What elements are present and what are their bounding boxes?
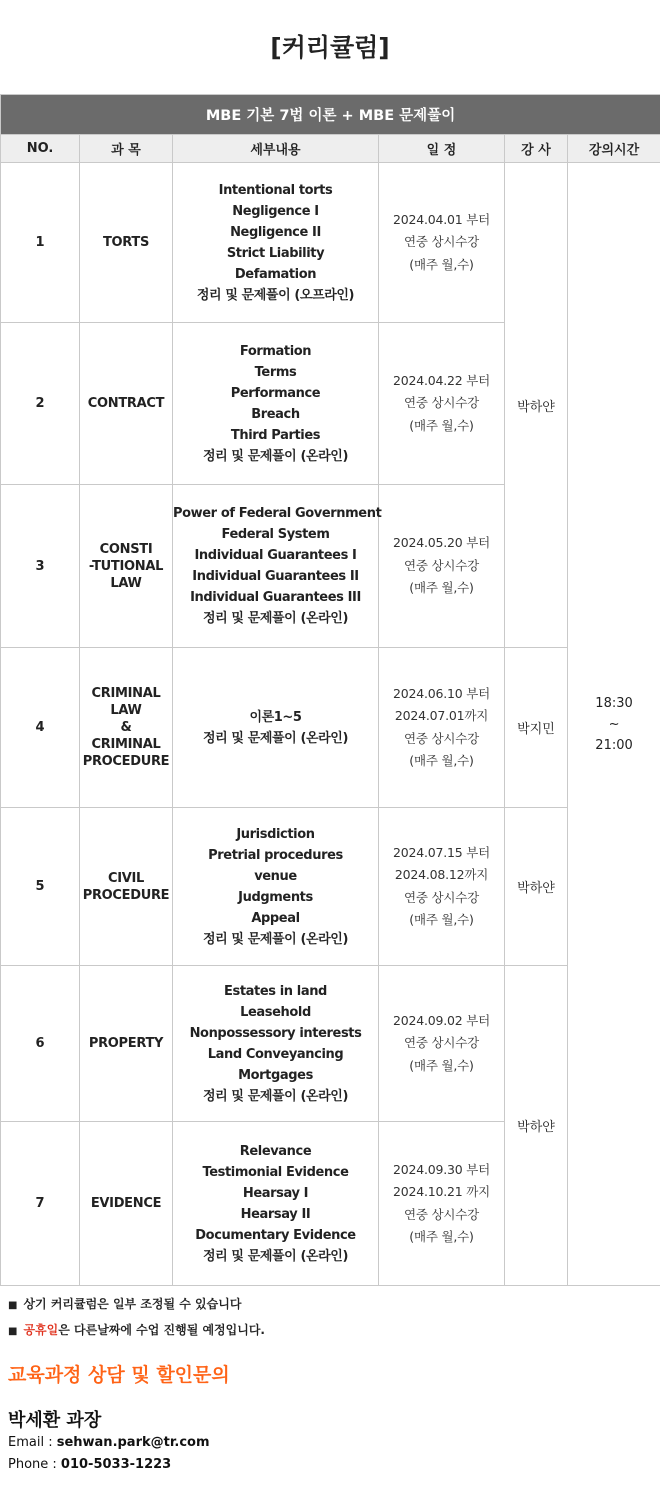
cell-line: 연중 상시수강 — [403, 1206, 480, 1222]
cell-line: (매주 월,수) — [409, 1057, 474, 1073]
holiday-highlight: 공휴일 — [23, 1323, 59, 1337]
curriculum-table — [0, 94, 660, 1286]
cell-line: (매주 월,수) — [409, 1229, 474, 1244]
table-row — [1, 163, 660, 323]
cell-line: 2024.09.30 부터 — [392, 1161, 491, 1177]
cell-line: (매주 월,수) — [409, 256, 474, 272]
row-number: 3 — [1, 485, 80, 648]
class-time-separator: ~ — [608, 716, 620, 732]
cell-line: (매주 월,수) — [409, 753, 474, 768]
cell-line: Individual Guarantees I — [194, 548, 357, 563]
cell-line: CRIMINAL — [91, 686, 161, 701]
row-number: 7 — [1, 1122, 80, 1286]
cell-line: Formation — [239, 343, 312, 359]
cell-line: 정리 및 문제풀이 (온라인) — [202, 1088, 349, 1104]
cell-line: Judgments — [238, 889, 313, 905]
schedule-cell — [379, 1122, 505, 1286]
cell-line: Nonpossessory interests — [189, 1025, 362, 1041]
schedule-cell — [379, 966, 505, 1122]
page-title: [커리큘럼] — [270, 33, 390, 62]
cell-line: Negligence I — [232, 203, 319, 219]
cell-line: LAW — [110, 703, 142, 718]
cell-line: 연중 상시수강 — [403, 557, 480, 573]
cell-line: Relevance — [239, 1143, 312, 1159]
detail-cell — [173, 163, 379, 323]
subject-cell — [80, 485, 173, 648]
schedule-cell — [379, 808, 505, 966]
course-band-title: MBE 기본 7법 이론 + MBE 문제풀이 — [1, 95, 660, 135]
header-detail: 세부내용 — [173, 135, 379, 163]
cell-line: Individual Guarantees II — [192, 569, 359, 584]
row-number: 1 — [1, 163, 80, 323]
header-time: 강의시간 — [568, 135, 660, 163]
cell-line: Individual Guarantees III — [190, 590, 361, 605]
contact-phone — [8, 1454, 660, 1476]
instructor-cell: 박하얀 — [505, 966, 568, 1286]
cell-line: Testimonial Evidence — [202, 1164, 349, 1180]
cell-line: 연중 상시수강 — [403, 395, 480, 411]
header-subject: 과 목 — [80, 135, 173, 163]
cell-line: Documentary Evidence — [195, 1227, 356, 1243]
cell-line: Hearsay I — [242, 1185, 309, 1201]
row-number: 4 — [1, 648, 80, 808]
cell-line: 2024.04.22 부터 — [392, 372, 491, 388]
detail-cell — [173, 323, 379, 485]
cell-line: 2024.07.01까지 — [394, 708, 489, 723]
detail-cell — [173, 485, 382, 648]
note-adjustment — [8, 1294, 660, 1320]
phone-label: Phone : — [8, 1457, 61, 1472]
cell-line: 2024.07.15 부터 — [392, 844, 491, 860]
note-text: 은 다른날짜에 수업 진행될 예정입니다. — [58, 1323, 265, 1337]
header-instructor: 강 사 — [505, 135, 568, 163]
cell-line: Federal System — [221, 527, 330, 542]
cell-line: 정리 및 문제풀이 (온라인) — [202, 448, 349, 464]
cell-line: 연중 상시수강 — [403, 730, 480, 746]
row-number: 6 — [1, 966, 80, 1122]
cell-line: PROPERTY — [88, 1036, 164, 1051]
cell-line: PROCEDURE — [82, 887, 170, 903]
class-time-cell — [568, 163, 660, 1286]
cell-line: PROCEDURE — [82, 754, 170, 769]
cell-line: 이론1~5 — [249, 709, 302, 725]
cell-line: CRIMINAL — [91, 737, 161, 752]
cell-line: Estates in land — [224, 983, 327, 999]
cell-line: CONTRACT — [87, 396, 165, 411]
cell-line: Mortgages — [238, 1067, 313, 1083]
instructor-cell: 박하얀 — [505, 808, 568, 966]
cell-line: EVIDENCE — [90, 1196, 162, 1211]
cell-line: Third Parties — [230, 427, 321, 443]
cell-line: 2024.05.20 부터 — [392, 535, 491, 551]
detail-cell — [173, 808, 379, 966]
contact-email — [8, 1432, 660, 1454]
schedule-cell — [379, 163, 505, 323]
table-row — [1, 966, 660, 1122]
cell-line: Power of Federal Government — [173, 506, 382, 521]
subject-cell — [80, 163, 173, 323]
cell-line: 정리 및 문제풀이 (온라인) — [202, 931, 349, 947]
cell-line: (매주 월,수) — [409, 580, 474, 596]
table-row — [1, 808, 660, 966]
cell-line: TORTS — [102, 235, 150, 250]
cell-line: Pretrial procedures — [208, 847, 343, 863]
cell-line: 2024.08.12까지 — [394, 867, 489, 882]
cell-line: 연중 상시수강 — [403, 1035, 480, 1051]
bullet-square-icon: ■ — [8, 1326, 18, 1337]
note-holiday — [8, 1320, 660, 1346]
subject-cell — [80, 808, 173, 966]
cell-line: Breach — [251, 406, 300, 422]
subject-cell — [80, 648, 173, 808]
cell-line: 연중 상시수강 — [403, 889, 480, 905]
cell-line: 2024.09.02 부터 — [392, 1012, 491, 1028]
cell-line: Leasehold — [240, 1004, 311, 1020]
row-number: 5 — [1, 808, 80, 966]
contact-title: 교육과정 상담 및 할인문의 — [8, 1364, 230, 1386]
cell-line: 정리 및 문제풀이 (온라인) — [202, 611, 349, 626]
row-number: 2 — [1, 323, 80, 485]
cell-line: LAW — [110, 575, 142, 591]
instructor-cell: 박지민 — [505, 648, 568, 808]
detail-cell — [173, 966, 379, 1122]
subject-cell — [80, 1122, 173, 1286]
cell-line: Defamation — [234, 266, 317, 282]
header-schedule: 일 정 — [379, 135, 505, 163]
schedule-cell — [379, 323, 505, 485]
schedule-cell — [379, 648, 505, 808]
cell-line: Performance — [230, 385, 321, 401]
bullet-square-icon: ■ — [8, 1300, 18, 1311]
cell-line: 정리 및 문제풀이 (온라인) — [202, 730, 349, 746]
cell-line: Jurisdiction — [236, 826, 315, 842]
cell-line: Terms — [254, 364, 297, 380]
header-no: NO. — [1, 135, 80, 163]
cell-line: CIVIL — [107, 870, 145, 886]
cell-line: 2024.10.21 까지 — [392, 1184, 491, 1199]
subject-cell — [80, 323, 173, 485]
contact-name: 박세환 과장 — [8, 1410, 102, 1431]
class-time-start: 18:30 — [595, 695, 633, 711]
cell-line: 연중 상시수강 — [403, 234, 480, 250]
cell-line: (매주 월,수) — [409, 912, 474, 927]
schedule-cell — [379, 485, 505, 648]
cell-line: Strict Liability — [226, 245, 325, 261]
table-row — [1, 648, 660, 808]
cell-line: Land Conveyancing — [207, 1046, 344, 1062]
cell-line: & — [120, 720, 132, 735]
cell-line: 2024.04.01 부터 — [392, 211, 491, 227]
cell-line: Hearsay II — [240, 1206, 311, 1222]
cell-line: Negligence II — [230, 224, 321, 240]
email-link[interactable]: sehwan.park@tr.com — [56, 1435, 210, 1450]
detail-cell — [173, 648, 379, 808]
email-label: Email : — [8, 1435, 57, 1450]
cell-line: 정리 및 문제풀이 (온라인) — [202, 1248, 349, 1264]
cell-line: venue — [254, 868, 297, 884]
phone-number[interactable]: 010-5033-1223 — [60, 1457, 172, 1472]
cell-line: 2024.06.10 부터 — [392, 685, 491, 701]
class-time-end: 21:00 — [595, 737, 633, 753]
cell-line: 정리 및 문제풀이 (오프라인) — [196, 287, 355, 303]
note-text: 상기 커리큘럼은 일부 조정될 수 있습니다 — [23, 1297, 242, 1311]
instructor-cell: 박하얀 — [505, 163, 568, 648]
cell-line: -TUTIONAL — [88, 558, 164, 574]
cell-line: Intentional torts — [218, 182, 333, 198]
detail-cell — [173, 1122, 379, 1286]
cell-line: Appeal — [251, 910, 300, 926]
subject-cell — [80, 966, 173, 1122]
cell-line: CONSTI — [99, 541, 153, 557]
notes-section — [0, 1286, 660, 1346]
cell-line: (매주 월,수) — [409, 417, 474, 433]
